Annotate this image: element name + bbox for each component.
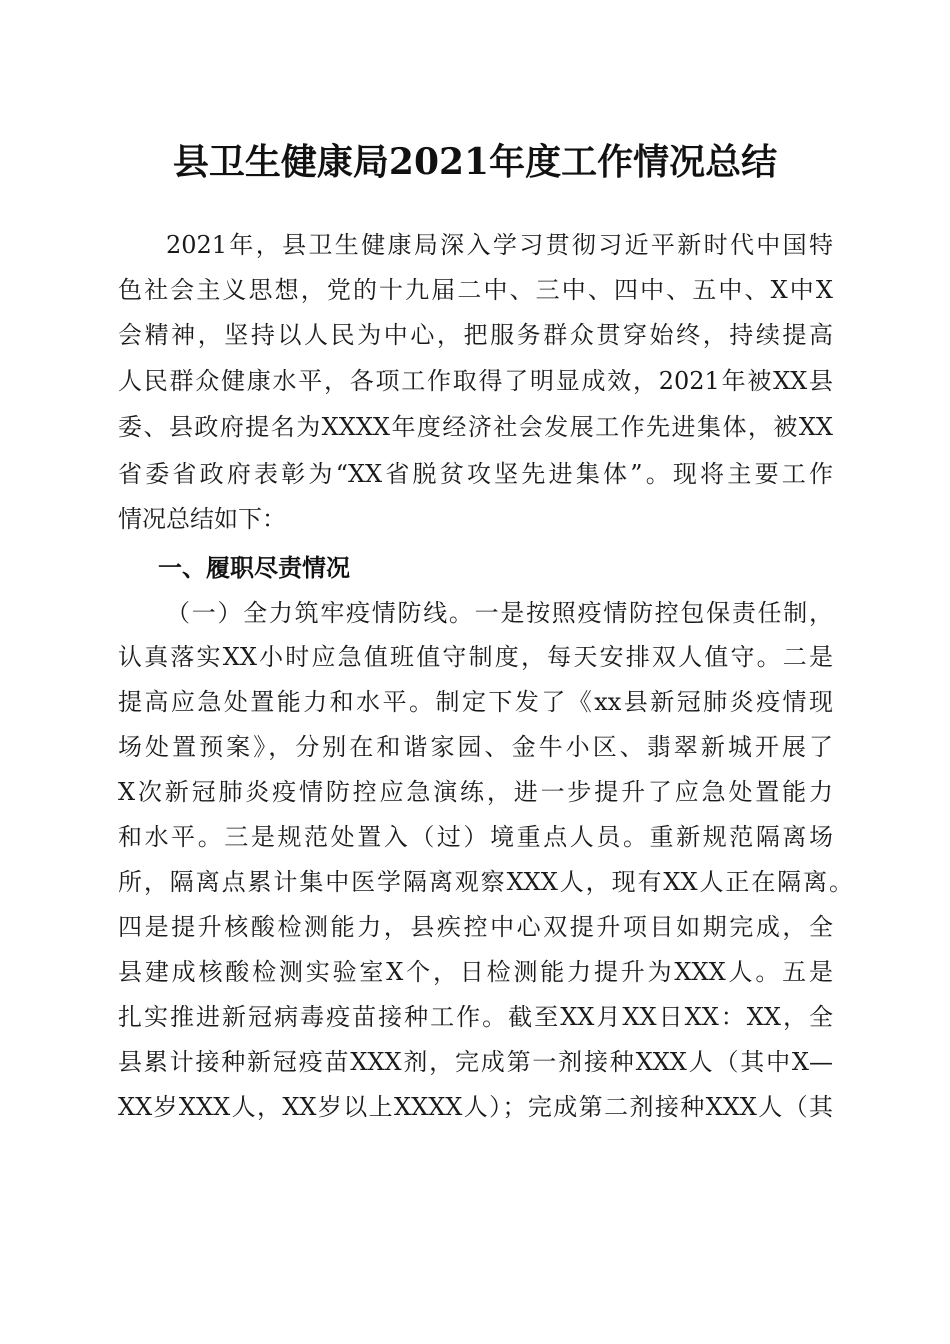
intro-line: 会精神，坚持以人民为中心，把服务群众贯穿始终，持续提高 bbox=[118, 321, 833, 349]
section-line: 扎实推进新冠病毒疫苗接种工作。截至XX月XX日XX：XX，全 bbox=[118, 1003, 833, 1031]
section-line: 和水平。三是规范处置入（过）境重点人员。重新规范隔离场 bbox=[118, 823, 833, 851]
intro-line: 委、县政府提名为XXXX年度经济社会发展工作先进集体，被XX bbox=[118, 413, 833, 441]
section-line: XX岁XXX人，XX岁以上XXXX人）；完成第二剂接种XXX人（其 bbox=[118, 1093, 833, 1121]
intro-line: 2021年，县卫生健康局深入学习贯彻习近平新时代中国特 bbox=[166, 231, 833, 259]
section-line: 认真落实XX小时应急值班值守制度，每天安排双人值守。二是 bbox=[118, 643, 833, 671]
section-line: 四是提升核酸检测能力，县疾控中心双提升项目如期完成，全 bbox=[118, 913, 833, 941]
intro-line: 人民群众健康水平，各项工作取得了明显成效，2021年被XX县 bbox=[118, 367, 833, 395]
section-line: 县建成核酸检测实验室X个，日检测能力提升为XXX人。五是 bbox=[118, 958, 833, 986]
section-line: 所，隔离点累计集中医学隔离观察XXX人，现有XX人正在隔离。 bbox=[118, 868, 853, 896]
section-line: X次新冠肺炎疫情防控应急演练，进一步提升了应急处置能力 bbox=[118, 778, 833, 806]
intro-line: 色社会主义思想，党的十九届二中、三中、四中、五中、X中X bbox=[118, 276, 833, 304]
section-line: 提高应急处置能力和水平。制定下发了《xx县新冠肺炎疫情现 bbox=[118, 688, 833, 716]
section-line: 县累计接种新冠疫苗XXX剂，完成第一剂接种XXX人（其中X— bbox=[118, 1048, 833, 1076]
section-line: 场处置预案》，分别在和谐家园、金牛小区、翡翠新城开展了 bbox=[118, 733, 833, 761]
intro-line: 情况总结如下： bbox=[118, 505, 286, 533]
document-title: 县卫生健康局2021年度工作情况总结 bbox=[172, 141, 778, 183]
section-heading: 一、履职尽责情况 bbox=[158, 554, 350, 582]
section-line: （一）全力筑牢疫情防线。一是按照疫情防控包保责任制， bbox=[166, 599, 833, 627]
intro-line: 省委省政府表彰为“XX省脱贫攻坚先进集体”。现将主要工作 bbox=[118, 460, 833, 488]
